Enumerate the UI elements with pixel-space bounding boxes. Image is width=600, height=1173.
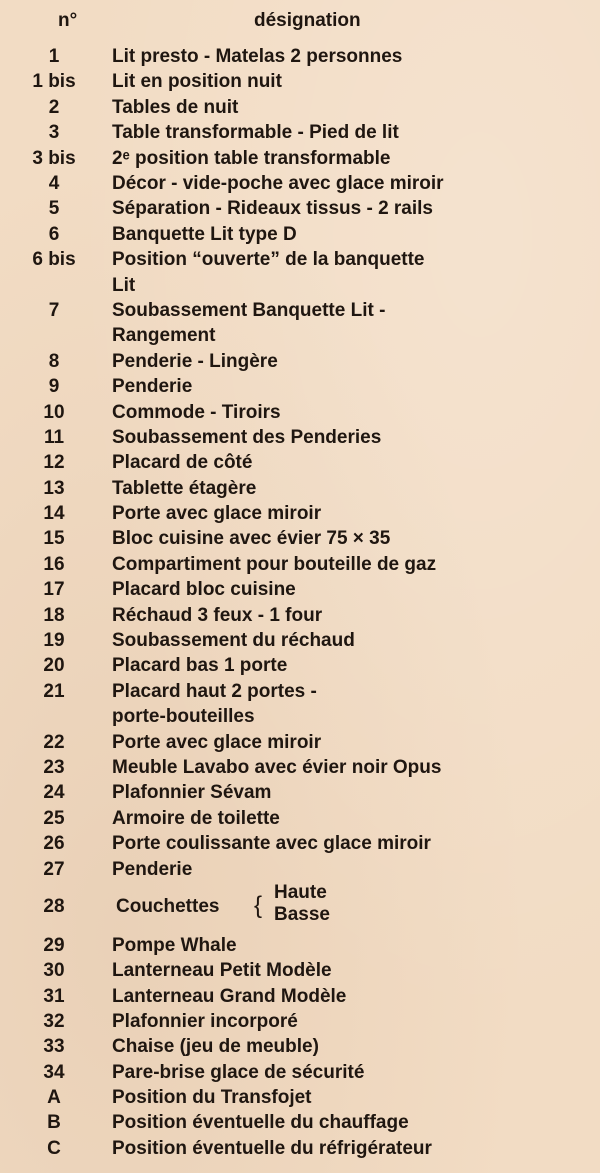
item-number: 33 (43, 1036, 65, 1058)
table-row (0, 831, 600, 856)
table-row (0, 171, 600, 196)
table-header (0, 6, 600, 36)
table-row (0, 44, 600, 69)
item-designation (112, 247, 592, 298)
table-row (0, 450, 600, 475)
designation-line: Porte avec glace miroir (112, 503, 322, 525)
table-row (0, 755, 600, 780)
designation-line: Rangement (112, 325, 216, 347)
item-designation (112, 1034, 592, 1059)
item-designation (112, 44, 592, 69)
item-designation (112, 425, 592, 450)
item-designation (112, 730, 592, 755)
item-designation (112, 374, 592, 399)
table-row (0, 247, 600, 298)
table-row (0, 857, 600, 882)
item-designation (112, 755, 592, 780)
designation-line: Banquette Lit type D (112, 223, 297, 245)
item-number: 32 (43, 1010, 65, 1032)
item-number: 21 (43, 680, 65, 702)
item-designation (112, 120, 592, 145)
table-row (0, 120, 600, 145)
item-number: 34 (43, 1061, 65, 1083)
table-row (0, 374, 600, 399)
designation-line: Soubassement du réchaud (112, 630, 355, 652)
designation-line: Lit (112, 274, 136, 296)
item-designation (112, 1009, 592, 1034)
designation-line: Lit en position nuit (112, 71, 282, 93)
item-number: 4 (48, 172, 60, 194)
table-row (0, 298, 600, 349)
item-number: 26 (43, 833, 65, 855)
table-row (0, 653, 600, 678)
table-row (0, 196, 600, 221)
table-row (0, 1110, 600, 1135)
designation-line: Penderie (112, 858, 193, 880)
item-number: 29 (43, 934, 65, 956)
item-number: 22 (43, 731, 65, 753)
item-number: 11 (43, 426, 65, 448)
designation-label: Couchettes (116, 895, 220, 917)
item-number: 16 (43, 553, 65, 575)
item-designation (112, 476, 592, 501)
item-number: 8 (48, 350, 60, 372)
item-designation (112, 1060, 592, 1085)
designation-line: Lanterneau Petit Modèle (112, 960, 332, 982)
table-row (0, 425, 600, 450)
item-designation (112, 958, 592, 983)
item-designation (112, 196, 592, 221)
table-row (0, 958, 600, 983)
item-number: 9 (48, 376, 60, 398)
designation-line: Séparation - Rideaux tissus - 2 rails (112, 198, 433, 220)
designation-line: Armoire de toilette (112, 807, 280, 829)
table-row (0, 501, 600, 526)
item-number: A (47, 1087, 61, 1109)
designation-line: Position éventuelle du réfrigérateur (112, 1137, 432, 1159)
item-number: 17 (43, 579, 65, 601)
item-designation (112, 857, 592, 882)
table-row (0, 984, 600, 1009)
designation-line: Penderie - Lingère (112, 350, 278, 372)
designation-line: Placard haut 2 portes - (112, 680, 317, 702)
item-number: 18 (43, 604, 65, 626)
item-number: B (47, 1112, 61, 1134)
designation-line: Plafonnier Sévam (112, 782, 272, 804)
designation-line: Pare-brise glace de sécurité (112, 1061, 365, 1083)
designation-line: Plafonnier incorporé (112, 1010, 298, 1032)
item-number: 2 (48, 96, 60, 118)
table-row (0, 146, 600, 171)
item-designation (112, 95, 592, 120)
item-designation (112, 298, 592, 349)
designation-line: Lit presto - Matelas 2 personnes (112, 46, 403, 67)
item-number: 14 (43, 503, 65, 525)
item-number: 28 (43, 895, 65, 917)
item-number: 10 (43, 401, 65, 423)
designation-line: Position éventuelle du chauffage (112, 1112, 409, 1134)
table-row (0, 780, 600, 805)
item-number: 13 (43, 477, 65, 499)
item-designation (112, 526, 592, 551)
brace-mark: { (254, 891, 263, 919)
table-row (0, 1136, 600, 1161)
item-number: 25 (43, 807, 65, 829)
item-designation (112, 349, 592, 374)
designation-line: Porte avec glace miroir (112, 731, 322, 753)
item-designation (112, 501, 592, 526)
item-designation (112, 552, 592, 577)
item-designation (112, 603, 592, 628)
item-number: 31 (43, 985, 65, 1007)
table-row (0, 882, 600, 933)
designation-line: Position “ouverte” de la banquette (112, 249, 425, 271)
table-row (0, 222, 600, 247)
designation-line: Position du Transfojet (112, 1087, 312, 1109)
designation-line: Meuble Lavabo avec évier noir Opus (112, 756, 442, 778)
table-row (0, 400, 600, 425)
item-number: 3 bis (32, 147, 76, 169)
item-number: 15 (43, 528, 65, 550)
table-row (0, 1034, 600, 1059)
legend-table (0, 44, 600, 1161)
table-row (0, 95, 600, 120)
table-row (0, 933, 600, 958)
item-designation (112, 653, 592, 678)
designation-line: Bloc cuisine avec évier 75 × 35 (112, 528, 391, 550)
table-row (0, 476, 600, 501)
designation-option: Haute (274, 881, 327, 903)
designation-column-header: désignation (254, 10, 361, 31)
item-designation (112, 171, 592, 196)
designation-line: Chaise (jeu de meuble) (112, 1036, 319, 1058)
designation-line: Commode - Tiroirs (112, 401, 281, 423)
item-number: 19 (43, 630, 65, 652)
item-designation (112, 450, 592, 475)
table-row (0, 1009, 600, 1034)
designation-line: Soubassement Banquette Lit - (112, 299, 386, 321)
item-designation (112, 780, 592, 805)
item-number: C (47, 1137, 61, 1159)
designation-line: Table transformable - Pied de lit (112, 122, 399, 144)
table-row (0, 1085, 600, 1110)
designation-line: Lanterneau Grand Modèle (112, 985, 347, 1007)
table-row (0, 603, 600, 628)
item-number: 20 (43, 655, 65, 677)
designation-line: Tables de nuit (112, 96, 239, 118)
item-designation (112, 1110, 592, 1135)
item-designation (112, 933, 592, 958)
item-number: 6 bis (32, 249, 76, 271)
item-designation (112, 222, 592, 247)
designation-line: Réchaud 3 feux - 1 four (112, 604, 323, 626)
table-row (0, 349, 600, 374)
table-row (0, 730, 600, 755)
item-number: 1 (48, 46, 60, 67)
item-number: 6 (48, 223, 60, 245)
item-number: 7 (48, 299, 60, 321)
number-column-header: n° (58, 10, 78, 31)
table-row (0, 628, 600, 653)
designation-line: Placard bas 1 porte (112, 655, 288, 677)
table-row (0, 1060, 600, 1085)
designation-line: Placard bloc cuisine (112, 579, 296, 601)
designation-option: Basse (274, 903, 330, 925)
item-designation (112, 69, 592, 94)
item-number: 12 (43, 452, 65, 474)
item-designation (112, 628, 592, 653)
designation-line: 2ᵉ position table transformable (112, 147, 391, 169)
item-designation (112, 1085, 592, 1110)
item-designation (112, 577, 592, 602)
table-row (0, 69, 600, 94)
item-designation (112, 679, 592, 730)
item-number: 24 (43, 782, 65, 804)
table-row (0, 552, 600, 577)
item-designation (112, 146, 592, 171)
item-designation (112, 984, 592, 1009)
table-row (0, 526, 600, 551)
designation-line: Tablette étagère (112, 477, 257, 499)
designation-line: Penderie (112, 376, 193, 398)
item-designation (112, 831, 592, 856)
table-row (0, 577, 600, 602)
table-row (0, 806, 600, 831)
designation-line: Compartiment pour bouteille de gaz (112, 553, 437, 575)
designation-line: Placard de côté (112, 452, 253, 474)
item-number: 23 (43, 756, 65, 778)
designation-line: porte-bouteilles (112, 706, 255, 728)
item-number: 3 (48, 122, 60, 144)
table-row (0, 679, 600, 730)
designation-line: Soubassement des Penderies (112, 426, 382, 448)
item-number: 5 (48, 198, 60, 220)
item-designation (112, 1136, 592, 1161)
item-designation (112, 400, 592, 425)
designation-line: Pompe Whale (112, 934, 237, 956)
item-number: 1 bis (32, 71, 76, 93)
item-number: 30 (43, 960, 65, 982)
designation-line: Porte coulissante avec glace miroir (112, 833, 431, 855)
designation-line: Décor - vide-poche avec glace miroir (112, 172, 444, 194)
item-number: 27 (43, 858, 65, 880)
item-designation (112, 806, 592, 831)
